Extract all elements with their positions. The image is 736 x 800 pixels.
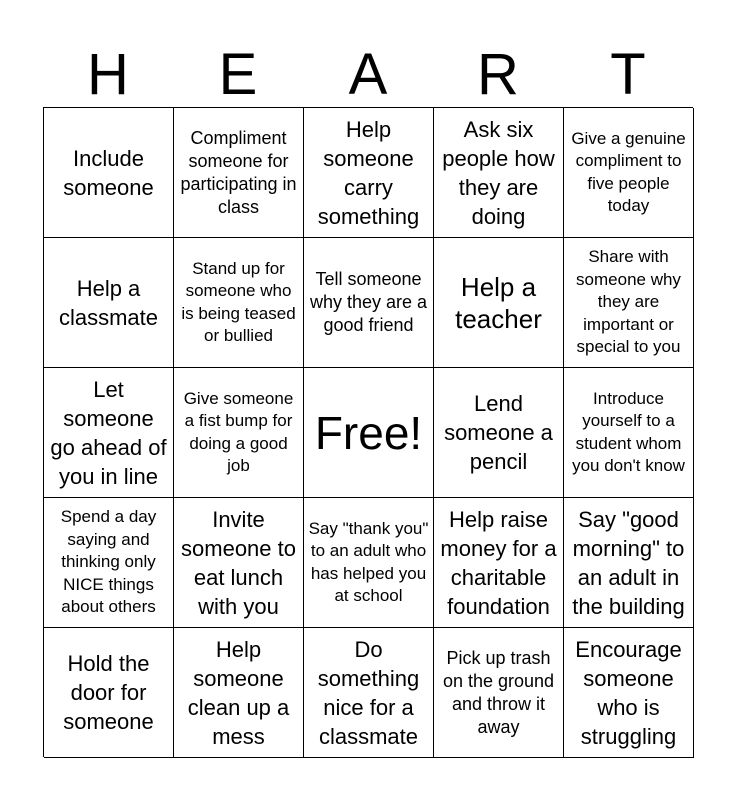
cell-text: Help someone carry something: [317, 116, 420, 229]
cell-text: Say "thank you" to an adult who has helped you at school: [308, 518, 429, 605]
free-space-text: Free!: [314, 406, 423, 459]
cell-text: Invite someone to eat lunch with you: [181, 506, 296, 619]
cell-text: Let someone go ahead of you in line: [50, 376, 167, 489]
cell-text: Stand up for someone who is being teased or bullied: [181, 258, 296, 345]
bingo-cell[interactable]: [564, 628, 694, 758]
free-space-cell[interactable]: [304, 368, 434, 498]
bingo-cell[interactable]: [564, 238, 694, 368]
cell-text: Tell someone why they are a good friend: [309, 269, 428, 335]
header-letter-a: A: [348, 42, 388, 107]
bingo-cell[interactable]: [174, 108, 304, 238]
bingo-cell[interactable]: [304, 628, 434, 758]
bingo-cell[interactable]: [434, 498, 564, 628]
bingo-cell[interactable]: [174, 368, 304, 498]
bingo-cell[interactable]: [174, 238, 304, 368]
bingo-cell[interactable]: [564, 108, 694, 238]
cell-text: Pick up trash on the ground and throw it away: [442, 647, 555, 737]
bingo-grid: [43, 107, 693, 757]
bingo-cell[interactable]: [434, 238, 564, 368]
header-letter-e: E: [218, 42, 258, 107]
bingo-cell[interactable]: [44, 368, 174, 498]
header-letter-t: T: [610, 42, 646, 107]
cell-text: Compliment someone for participating in class: [180, 127, 297, 217]
cell-text: Include someone: [63, 145, 154, 200]
cell-text: Share with someone why they are important or special to you: [576, 247, 681, 357]
cell-text: Introduce yourself to a student whom you don't know: [572, 388, 685, 475]
bingo-cell[interactable]: [44, 238, 174, 368]
cell-text: Help someone clean up a mess: [187, 636, 290, 749]
bingo-cell[interactable]: [564, 498, 694, 628]
bingo-cell[interactable]: [564, 368, 694, 498]
bingo-header: [43, 40, 693, 110]
bingo-cell[interactable]: [304, 238, 434, 368]
cell-text: Hold the door for someone: [63, 651, 154, 734]
header-letter-r: R: [477, 42, 519, 107]
bingo-cell[interactable]: [44, 108, 174, 238]
bingo-cell[interactable]: [304, 108, 434, 238]
bingo-cell[interactable]: [44, 628, 174, 758]
bingo-cell[interactable]: [174, 498, 304, 628]
cell-text: Do something nice for a classmate: [317, 636, 420, 749]
cell-text: Help a classmate: [58, 275, 159, 330]
bingo-cell[interactable]: [434, 628, 564, 758]
cell-text: Encourage someone who is struggling: [575, 636, 682, 749]
header-letter-h: H: [87, 42, 129, 107]
bingo-cell[interactable]: [44, 498, 174, 628]
cell-text: Help a teacher: [455, 271, 542, 334]
cell-text: Ask six people how they are doing: [442, 116, 555, 229]
bingo-cell[interactable]: [174, 628, 304, 758]
cell-text: Give a genuine compliment to five people today: [571, 128, 686, 215]
bingo-cell[interactable]: [304, 498, 434, 628]
cell-text: Lend someone a pencil: [444, 391, 553, 474]
cell-text: Say "good morning" to an adult in the building: [572, 506, 685, 619]
cell-text: Spend a day saying and thinking only NICE things about others: [60, 507, 157, 617]
cell-text: Give someone a fist bump for doing a good job: [183, 388, 294, 475]
bingo-cell[interactable]: [434, 108, 564, 238]
cell-text: Help raise money for a charitable foundation: [440, 506, 557, 619]
bingo-cell[interactable]: [434, 368, 564, 498]
